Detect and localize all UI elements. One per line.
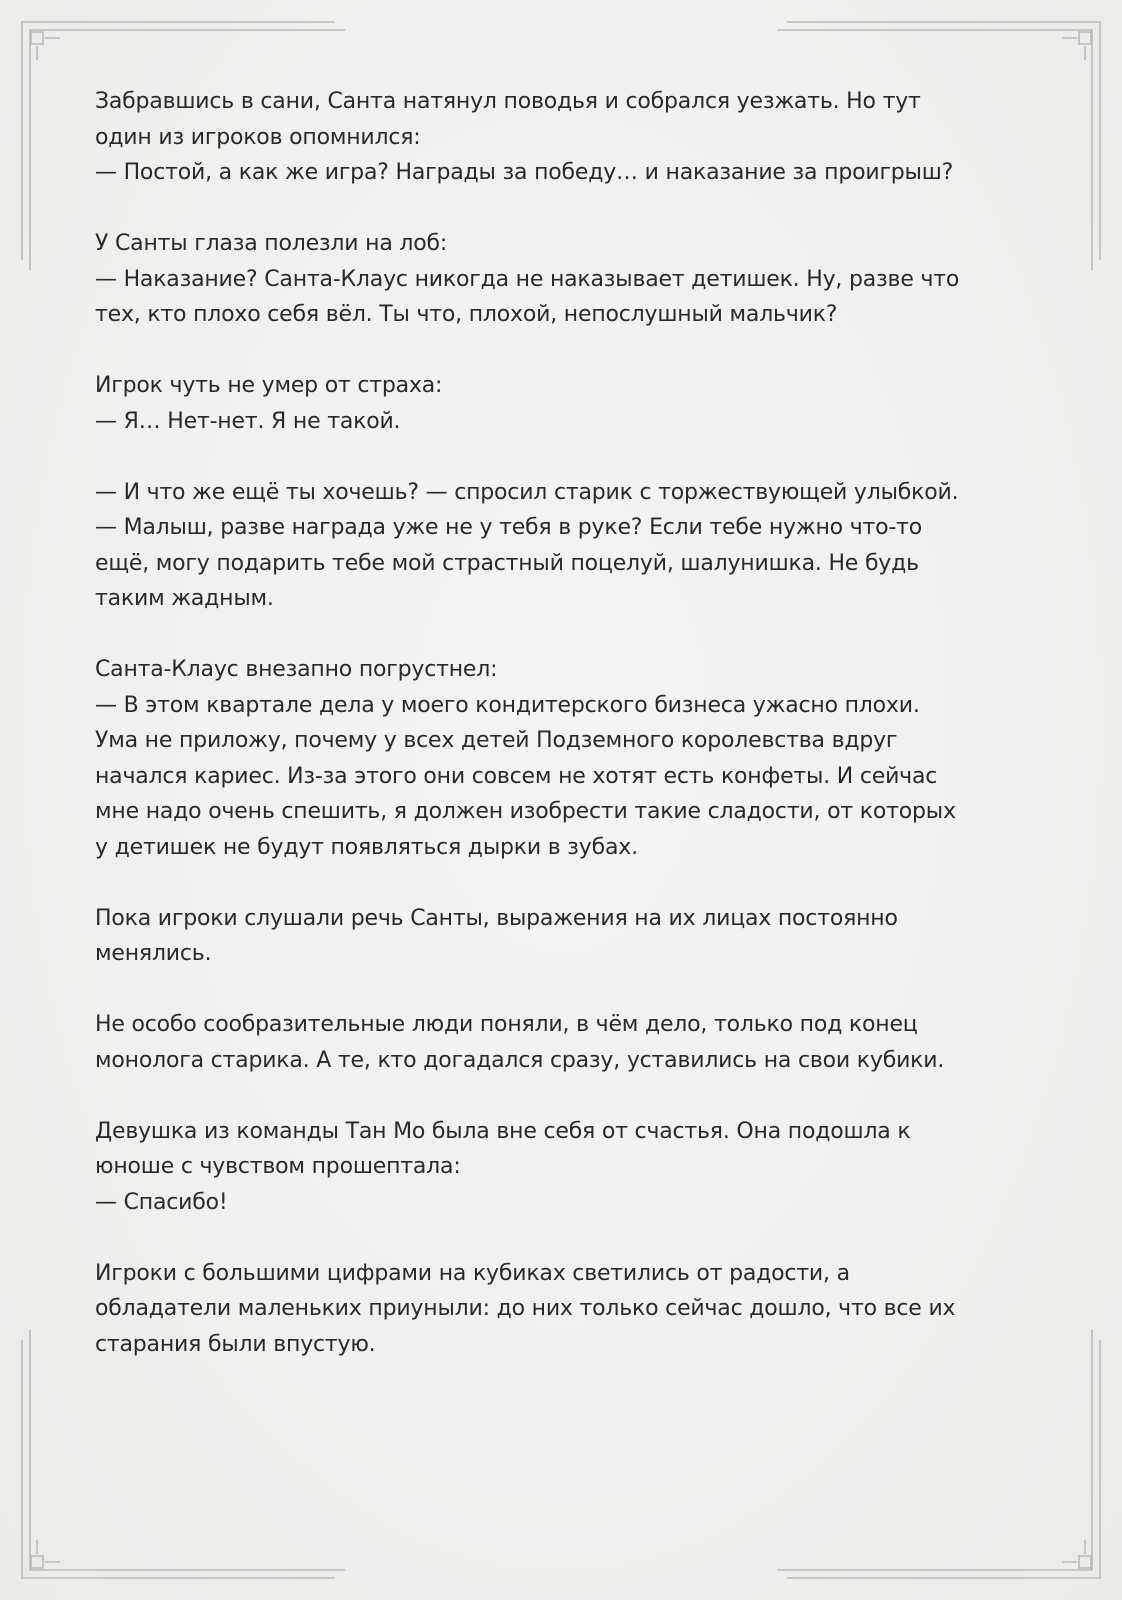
text-line: Игрок чуть не умер от страха: (95, 373, 443, 398)
text-line: один из игроков опомнился: (95, 124, 421, 150)
paragraph (95, 1256, 1030, 1363)
text-line: менялись. (95, 941, 212, 966)
text-line: юноше с чувством прошептала: (95, 1154, 461, 1179)
text-line: монолога старика. А те, кто догадался сразу, уставились на свои кубики. (95, 1047, 945, 1073)
text-line: — Спасибо! (95, 1189, 228, 1215)
text-line: тех, кто плохо себя вёл. Ты что, плохой, непослушный мальчик? (95, 302, 838, 327)
text-line: — Я… Нет-нет. Я не такой. (95, 408, 401, 434)
text-line: — Малыш, разве награда уже не у тебя в руке? Если тебе нужно что-то (95, 515, 923, 540)
text-line: Забравшись в сани, Санта натянул поводья и собрался уезжать. Но тут (95, 89, 921, 114)
paragraph (95, 475, 1030, 617)
paragraph (95, 1114, 1030, 1221)
text-line: Санта-Клаус внезапно погрустнел: (95, 657, 498, 682)
text-line: таким жадным. (95, 586, 274, 611)
text-line: обладатели маленьких приуныли: до них только сейчас дошло, что все их (95, 1296, 956, 1321)
paragraph (95, 901, 1030, 972)
text-line: — Наказание? Санта-Клаус никогда не наказывает детишек. Ну, разве что (95, 266, 960, 292)
text-line: У Санты глаза полезли на лоб: (95, 231, 448, 256)
paragraph (95, 226, 1030, 333)
text-line: начался кариес. Из-за этого они совсем не хотят есть конфеты. И сейчас (95, 763, 938, 789)
text-line: Пока игроки слушали речь Санты, выражения на их лицах постоянно (95, 905, 898, 931)
text-line: Игроки с большими цифрами на кубиках светились от радости, а (95, 1260, 850, 1286)
text-line: — Постой, а как же игра? Награды за победу… и наказание за проигрыш? (95, 160, 954, 185)
text-line: Девушка из команды Тан Мо была вне себя от счастья. Она подошла к (95, 1118, 911, 1144)
paragraph (95, 1007, 1030, 1078)
text-line: Ума не приложу, почему у всех детей Подземного королевства вдруг (95, 728, 898, 753)
text-line: у детишек не будут появляться дырки в зубах. (95, 834, 638, 860)
text-line: ещё, могу подарить тебе мой страстный поцелуй, шалунишка. Не будь (95, 550, 919, 576)
text-line: — И что же ещё ты хочешь? — спросил старик с торжествующей улыбкой. (95, 479, 959, 505)
text-line: Не особо сообразительные люди поняли, в чём дело, только под конец (95, 1012, 918, 1037)
paragraph (95, 368, 1030, 439)
paragraph (95, 652, 1030, 865)
paragraph (95, 84, 1030, 191)
text-line: мне надо очень спешить, я должен изобрести такие сладости, от которых (95, 799, 956, 824)
document-text (95, 84, 1030, 1398)
text-line: старания были впустую. (95, 1331, 376, 1357)
text-line: — В этом квартале дела у моего кондитерского бизнеса ужасно плохи. (95, 692, 920, 718)
